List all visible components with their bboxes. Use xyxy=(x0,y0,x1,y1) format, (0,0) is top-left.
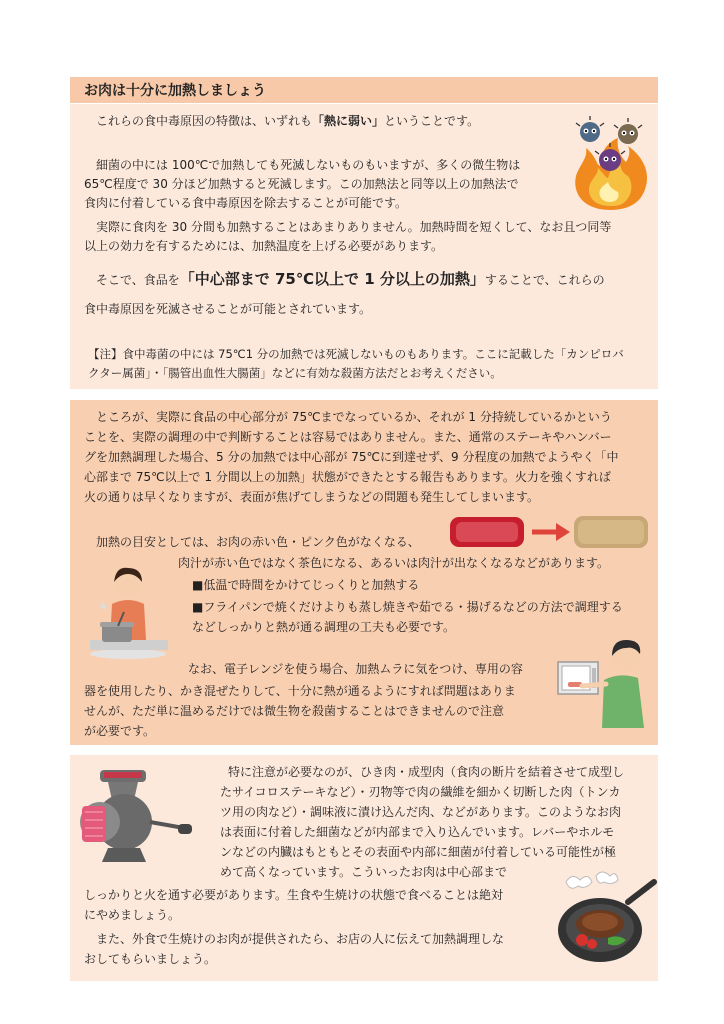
paragraph-line: 食中毒原因を死滅させることが可能とされています。 xyxy=(84,302,372,316)
paragraph-line: ことを、実際の調理の中で判断することは容易ではありません。また、通常のステーキやハンバー xyxy=(84,430,612,444)
intro-text-end: ということです。 xyxy=(384,114,480,128)
paragraph-line: 以上の効力を有するためには、加熱温度を上げる必要があります。 xyxy=(84,239,444,253)
paragraph-line: また、外食で生焼けのお肉が提供されたら、お店の人に伝えて加熱調理しな xyxy=(96,932,505,946)
paragraph-line: しっかりと火を通す必要があります。生食や生焼けの状態で食べることは絶対 xyxy=(84,888,504,902)
paragraph-line: は表面に付着した細菌などが内部まで入り込んでいます。レバーやホルモ xyxy=(220,825,615,839)
germs-fire-icon xyxy=(566,112,654,212)
paragraph-line: なお、電子レンジを使う場合、加熱ムラに気をつけ、専用の容 xyxy=(188,662,523,676)
note-line: クター属菌」・「腸管出血性大腸菌」などに有効な殺菌方法だとお考えください。 xyxy=(88,366,502,380)
paragraph-line: 特に注意が必要なのが、ひき肉・成型肉（食肉の断片を結着させて成型し xyxy=(228,765,625,779)
section-header xyxy=(70,77,658,103)
key-statement xyxy=(96,270,605,290)
paragraph-line: 器を使用したり、かき混ぜたりして、十分に熱が通るようにすれば問題はありま xyxy=(84,684,516,698)
intro-emphasis: 「熱に弱い」 xyxy=(312,114,385,128)
paragraph-line: 加熱の目安としては、お肉の赤い色・ピンク色がなくなる、 xyxy=(96,535,420,549)
key-statement-pre: そこで、食品を xyxy=(96,273,180,287)
paragraph-line: 細菌の中には 100℃で加熱しても死滅しないものもいますが、多くの微生物は xyxy=(96,158,521,172)
paragraph-line: せんが、ただ単に温めるだけでは微生物を殺菌することはできませんので注意 xyxy=(84,704,505,718)
paragraph-line: ツ用の肉など）・調味液に漬け込んだ肉、などがあります。このようなお肉 xyxy=(220,805,622,819)
paragraph-line: にやめましょう。 xyxy=(84,908,181,922)
paragraph-line: グを加熱調理した場合、5 分の加熱では中心部が 75℃に到達せず、9 分程度の加熱でようやく「中 xyxy=(84,450,619,464)
paragraph-line: 心部まで 75℃以上で 1 分間以上の加熱」状態ができたとする報告もあります。火力を強くすれば xyxy=(84,470,611,484)
bullet-item: ■低温で時間をかけてじっくりと加熱する xyxy=(192,578,420,592)
paragraph-line: 食肉に付着している食中毒原因を除去することが可能です。 xyxy=(84,196,408,210)
paragraph-line: ところが、実際に食品の中心部分が 75℃までなっているか、それが 1 分持続しているかという xyxy=(96,410,612,424)
paragraph-line: 実際に食肉を 30 分間も加熱することはあまりありません。加熱時間を短くして、なお且つ同等 xyxy=(96,220,612,234)
paragraph-line: おしてもらいましょう。 xyxy=(84,952,217,966)
intro-text: これらの食中毒原因の特徴は、いずれも xyxy=(96,114,313,128)
paragraph-line: が必要です。 xyxy=(84,724,156,738)
meat-grinder-icon xyxy=(78,766,198,866)
woman-cooking-icon xyxy=(88,560,170,660)
bullet-item: ■フライパンで焼くだけよりも蒸し焼きや茹でる・揚げるなどの方法で調理する xyxy=(192,600,623,614)
key-statement-emphasis: 「中心部まで 75℃以上で 1 分以上の加熱」 xyxy=(179,270,485,288)
raw-to-cooked-meat-icon xyxy=(448,514,650,550)
intro-line xyxy=(96,112,479,131)
paragraph-line: たサイコロステーキなど）・刃物等で肉の繊維を細かく切断した肉（トンカ xyxy=(220,785,621,799)
paragraph-line: 火の通りは早くなりますが、表面が焦げてしまうなどの問題も発生してしまいます。 xyxy=(84,490,540,504)
paragraph-line: 肉汁が赤い色ではなく茶色になる、あるいは肉汁が出なくなるなどがあります。 xyxy=(178,556,610,570)
paragraph-line: ンなどの内臓はもともとその表面や内部に細菌が付着している可能性が極 xyxy=(220,845,617,859)
bullet-item: などしっかりと熱が通る調理の工夫も必要です。 xyxy=(192,620,456,634)
key-statement-post: することで、これらの xyxy=(484,273,605,287)
paragraph-line: 65℃程度で 30 分ほど加熱すると死滅します。この加熱法と同等以上の加熱法で xyxy=(84,177,519,191)
skillet-hamburg-icon xyxy=(556,868,660,968)
paragraph-line: めて高くなっています。こういったお肉は中心部まで xyxy=(220,865,508,879)
note-line: 【注】食中毒菌の中には 75℃1 分の加熱では死滅しないものもあります。ここに記載した「カンピロバ xyxy=(88,347,624,361)
man-microwave-icon xyxy=(554,632,654,728)
page-title: お肉は十分に加熱しましょう xyxy=(84,83,266,99)
